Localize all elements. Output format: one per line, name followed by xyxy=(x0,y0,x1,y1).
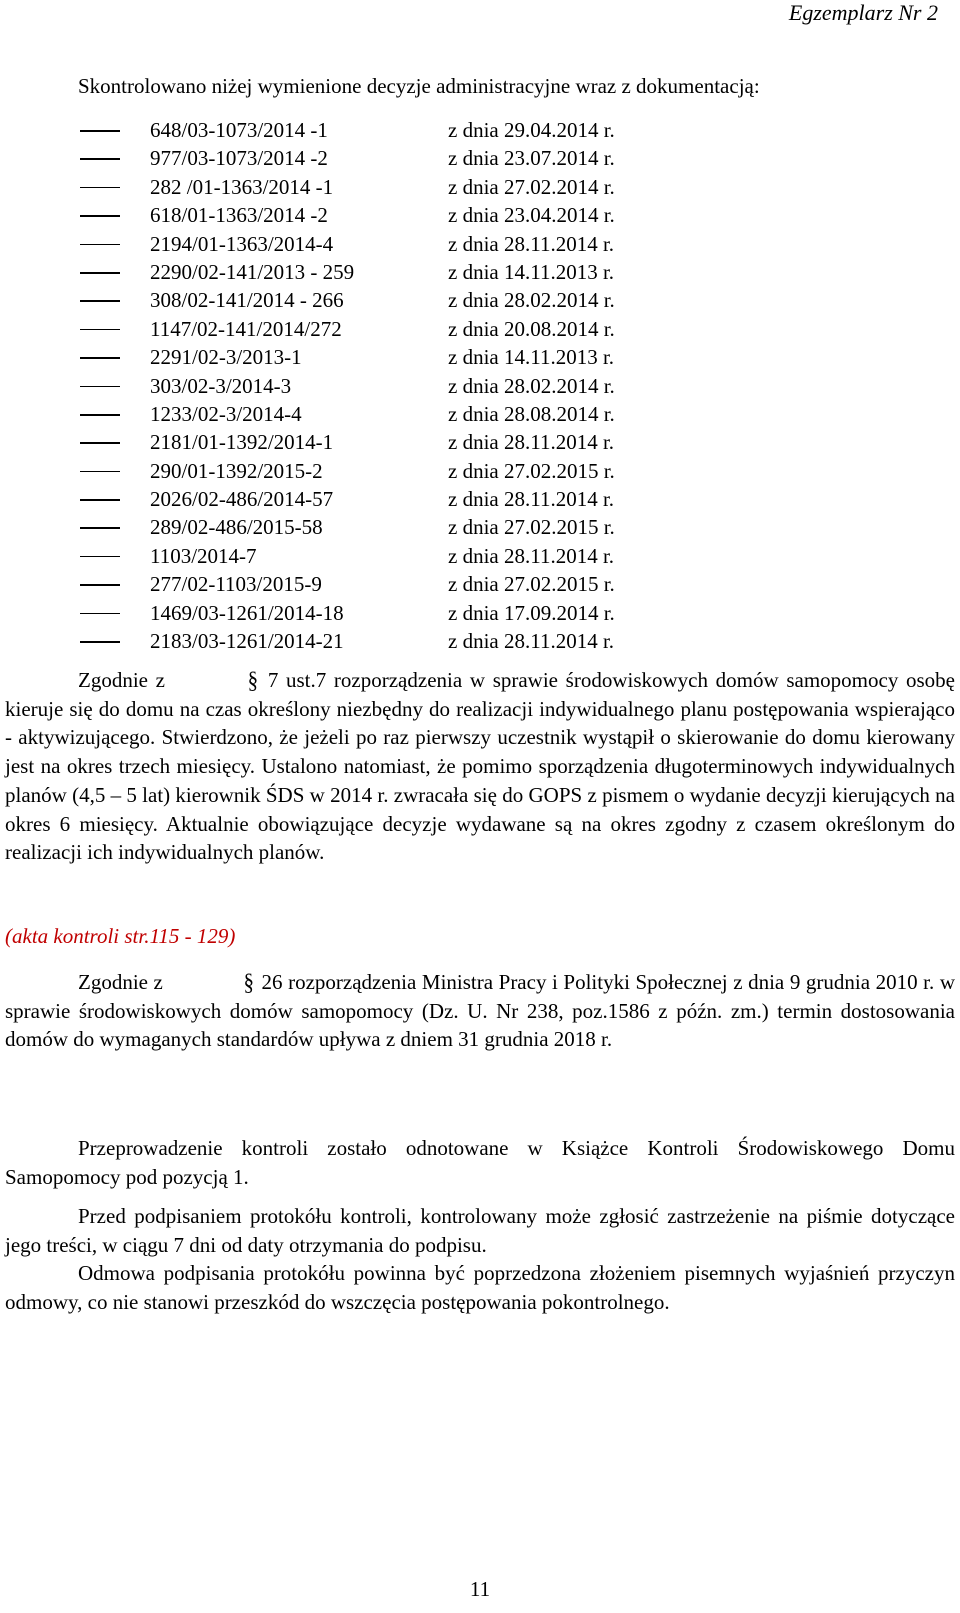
paragraph-refusal: Odmowa podpisania protokółu powinna być poprzedzona złożeniem pisemnych wyjaśnień przyczyn odmowy, co nie stanowi przeszkód do wszczęcia postępowania pokontrolnego. xyxy=(5,1261,955,1314)
decision-number: 1103/2014-7 xyxy=(150,543,257,568)
list-item xyxy=(0,627,960,655)
decision-date: z dnia 28.02.2014 r. xyxy=(448,288,615,313)
list-item xyxy=(0,343,960,371)
list-item xyxy=(0,372,960,400)
dash-bullet xyxy=(80,329,120,331)
decision-date: z dnia 17.09.2014 r. xyxy=(448,600,615,625)
decision-date: z dnia 27.02.2014 r. xyxy=(448,174,615,199)
list-item xyxy=(0,315,960,343)
decision-date: z dnia 28.11.2014 r. xyxy=(448,543,615,568)
decision-number: 2183/03-1261/2014-21 xyxy=(150,629,344,654)
list-item xyxy=(0,116,960,144)
list-item xyxy=(0,286,960,314)
paragraph-objections: Przed podpisaniem protokółu kontroli, kontrolowany może zgłosić zastrzeżenie na piśmie dotyczące jego treści, w ciągu 7 dni od daty otrzymania do podpisu. xyxy=(5,1204,955,1257)
decision-number: 303/02-3/2014-3 xyxy=(150,373,292,398)
dash-bullet xyxy=(80,641,120,643)
decision-number: 290/01-1392/2015-2 xyxy=(150,458,323,483)
decision-number: 2181/01-1392/2014-1 xyxy=(150,430,334,455)
paragraph-body: 7 ust.7 rozporządzenia w sprawie środowiskowych domów samopomocy osobę kieruje się do domu na czas określony niezbędny do realizacji indywidualnego planu postępowania wspierająco - aktywizującego. Stwierdzono, że jeżeli po raz pierwszy uczestnik wystąpił o skierowanie do domu kierowany jest na okres trzech miesięcy. Ustalono natomiast, że pomimo sporządzenia długoterminowych indywidualnych planów (4,5 – 5 lat) kierownik ŚDS w 2014 r. zwracała się do GOPS z pismem o wydanie decyzji kierujących na okres 6 miesięcy. Aktualnie obowiązujące decyzje wydawane są na okres zgodny z czasem określonym do realizacji ich indywidualnych planów. xyxy=(5,668,955,865)
decision-number: 648/03-1073/2014 -1 xyxy=(150,118,328,142)
list-item xyxy=(0,542,960,570)
dash-bullet xyxy=(80,442,120,444)
decision-date: z dnia 29.04.2014 r. xyxy=(448,118,615,142)
decision-number: 1469/03-1261/2014-18 xyxy=(150,600,344,625)
decision-date: z dnia 23.04.2014 r. xyxy=(448,203,615,228)
list-item xyxy=(0,258,960,286)
decision-date: z dnia 28.11.2014 r. xyxy=(448,430,615,455)
dash-bullet xyxy=(80,244,120,246)
copy-number-label: Egzemplarz Nr 2 xyxy=(788,0,938,25)
decision-list xyxy=(0,116,960,655)
decision-number: 289/02-486/2015-58 xyxy=(150,515,323,540)
dash-bullet xyxy=(80,357,120,359)
list-item xyxy=(0,599,960,627)
decision-date: z dnia 23.07.2014 r. xyxy=(448,146,615,171)
decision-date: z dnia 27.02.2015 r. xyxy=(448,572,615,597)
paragraph-body: 26 rozporządzenia Ministra Pracy i Polityki Społecznej z dnia 9 grudnia 2010 r. w sprawie środowiskowych domów samopomocy (Dz. U. Nr 238, poz.1586 z późn. zm.) termin dostosowania domów do wymaganych standardów upływa z dniem 31 grudnia 2018 r. xyxy=(5,970,955,1052)
dash-bullet xyxy=(80,556,120,558)
page-number: 11 xyxy=(469,1577,491,1601)
list-item xyxy=(0,513,960,541)
decision-date: z dnia 28.02.2014 r. xyxy=(448,373,615,398)
decision-date: z dnia 14.11.2013 r. xyxy=(448,259,615,284)
paragraph-control-book: Przeprowadzenie kontroli zostało odnotowane w Książce Kontroli Środowiskowego Domu Samopomocy pod pozycją 1. xyxy=(5,1136,955,1189)
dash-bullet xyxy=(80,471,120,473)
decision-number: 308/02-141/2014 - 266 xyxy=(150,288,344,313)
dash-bullet xyxy=(80,158,120,160)
dash-bullet xyxy=(80,386,120,388)
dash-bullet xyxy=(80,414,120,416)
dash-bullet xyxy=(80,613,120,615)
decision-number: 1147/02-141/2014/272 xyxy=(150,316,342,341)
list-item xyxy=(0,570,960,598)
decision-date: z dnia 14.11.2013 r. xyxy=(448,345,615,370)
list-item xyxy=(0,485,960,513)
decision-date: z dnia 28.08.2014 r. xyxy=(448,401,615,426)
dash-bullet xyxy=(80,300,120,302)
list-item xyxy=(0,144,960,172)
paragraph-lead: Zgodnie z xyxy=(78,970,169,994)
dash-bullet xyxy=(80,527,120,529)
dash-bullet xyxy=(80,584,120,586)
section-sign: § xyxy=(247,666,259,694)
paragraph-standards-deadline xyxy=(5,968,955,1054)
list-item xyxy=(0,230,960,258)
decision-number: 277/02-1103/2015-9 xyxy=(150,572,322,597)
decision-number: 1233/02-3/2014-4 xyxy=(150,401,302,426)
decision-number: 2026/02-486/2014-57 xyxy=(150,487,334,512)
list-item xyxy=(0,201,960,229)
decision-date: z dnia 20.08.2014 r. xyxy=(448,316,615,341)
decision-number: 282 /01-1363/2014 -1 xyxy=(150,174,334,199)
dash-bullet xyxy=(80,499,120,501)
paragraph-lead: Zgodnie z xyxy=(78,668,173,692)
dash-bullet xyxy=(80,272,120,274)
paragraph-planning-period xyxy=(5,666,955,867)
dash-bullet xyxy=(80,187,120,189)
decision-date: z dnia 28.11.2014 r. xyxy=(448,487,615,512)
intro-sentence: Skontrolowano niżej wymienione decyzje administracyjne wraz z dokumentacją: xyxy=(78,74,760,98)
decision-number: 977/03-1073/2014 -2 xyxy=(150,146,328,171)
decision-date: z dnia 28.11.2014 r. xyxy=(448,629,615,654)
decision-number: 2194/01-1363/2014-4 xyxy=(150,231,334,256)
list-item xyxy=(0,400,960,428)
decision-date: z dnia 27.02.2015 r. xyxy=(448,515,615,540)
decision-date: z dnia 28.11.2014 r. xyxy=(448,231,615,256)
decision-number: 2291/02-3/2013-1 xyxy=(150,345,302,370)
list-item xyxy=(0,173,960,201)
file-reference: (akta kontroli str.115 - 129) xyxy=(5,924,236,948)
decision-number: 2290/02-141/2013 - 259 xyxy=(150,259,355,284)
section-sign: § xyxy=(243,968,254,996)
decision-date: z dnia 27.02.2015 r. xyxy=(448,458,615,483)
dash-bullet xyxy=(80,130,120,132)
list-item xyxy=(0,457,960,485)
decision-number: 618/01-1363/2014 -2 xyxy=(150,203,328,228)
dash-bullet xyxy=(80,215,120,217)
list-item xyxy=(0,428,960,456)
